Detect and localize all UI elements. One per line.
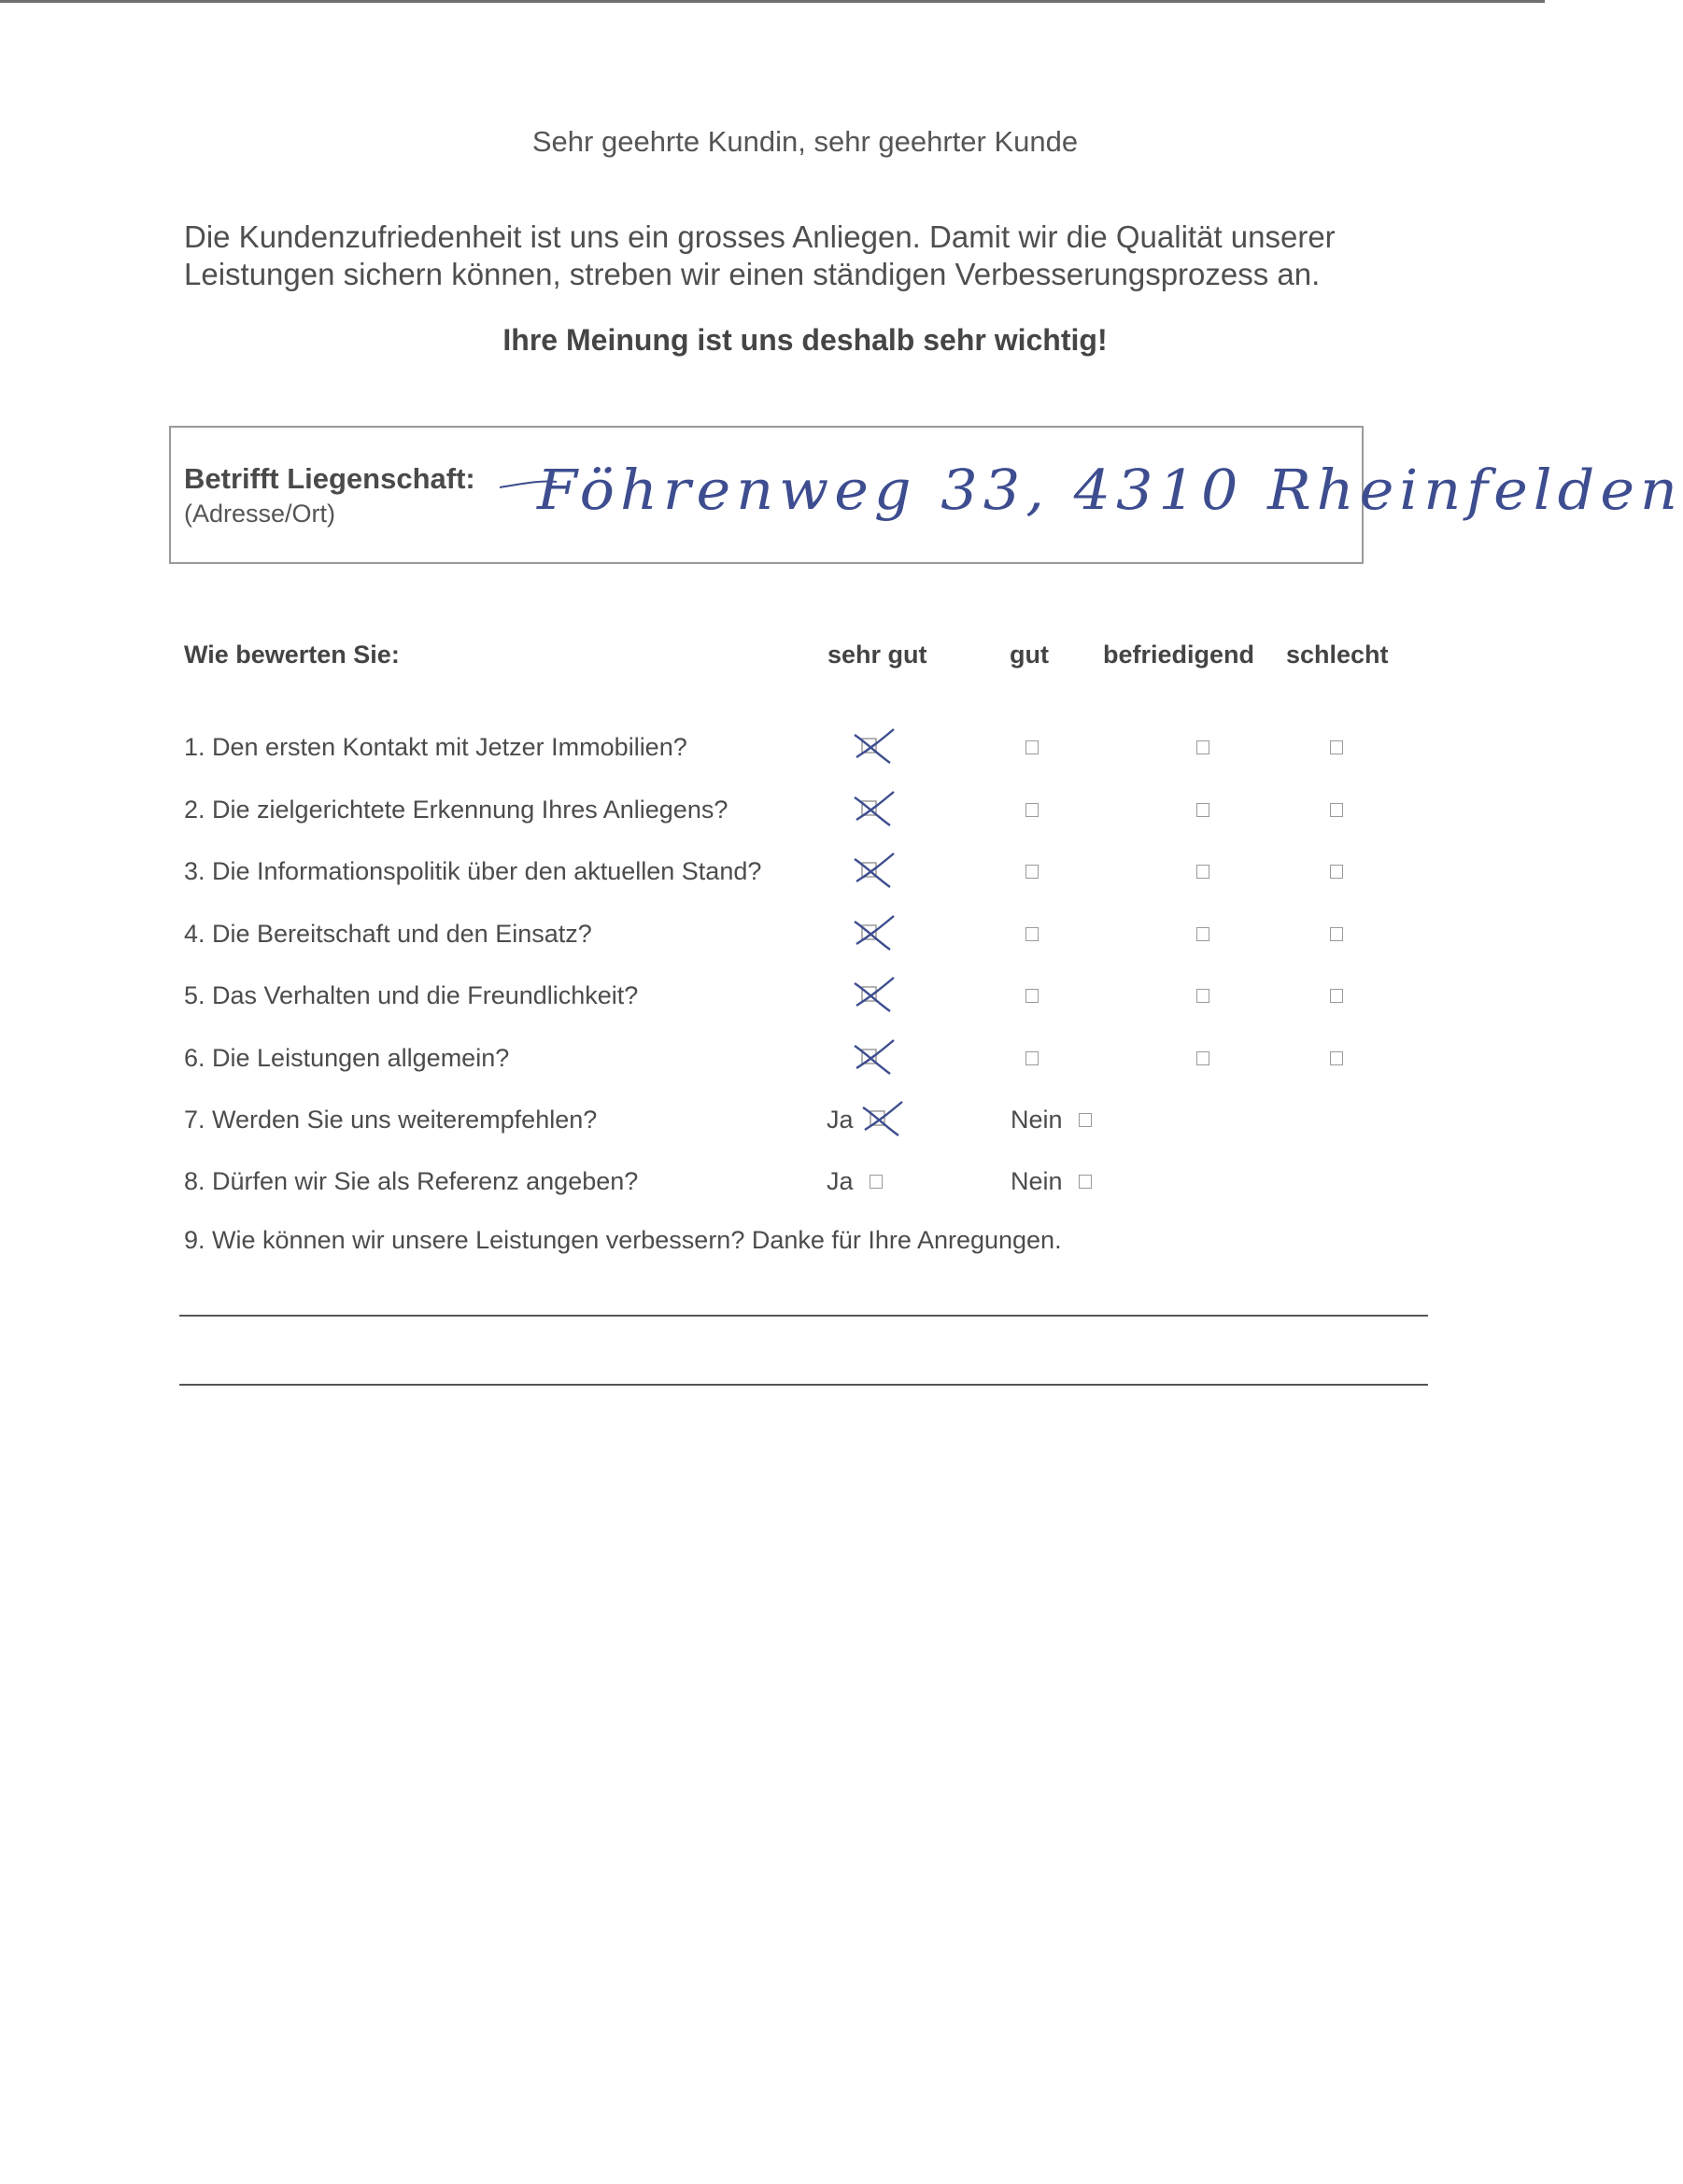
checkbox-gut[interactable] [1025, 989, 1039, 1003]
yes-label: Ja [827, 1167, 854, 1195]
improvement-question: 9. Wie können wir unsere Leistungen verbessern? Danke für Ihre Anregungen. [184, 1226, 1062, 1254]
column-header-sehr-gut: sehr gut [827, 641, 927, 669]
checkbox-sehr-gut-checked[interactable] [849, 1036, 901, 1078]
checkbox-sehr-gut-checked[interactable] [849, 974, 901, 1015]
checkbox-schlecht[interactable] [1330, 740, 1343, 754]
yes-no-question: 8. Dürfen wir Sie als Referenz angeben? [184, 1167, 639, 1195]
rating-question: 1. Den ersten Kontakt mit Jetzer Immobilien? [184, 733, 687, 761]
checkbox-gut[interactable] [1025, 740, 1039, 754]
answer-line[interactable] [179, 1384, 1428, 1386]
property-address-input[interactable]: Föhrenweg 33, 4310 Rheinfelden [537, 457, 1683, 523]
checkbox-befriedigend[interactable] [1196, 865, 1209, 879]
yes-no-question: 7. Werden Sie uns weiterempfehlen? [184, 1106, 598, 1134]
checkbox-schlecht[interactable] [1330, 865, 1343, 879]
rating-question: 3. Die Informationspolitik über den aktuellen Stand? [184, 857, 762, 885]
checkbox-befriedigend[interactable] [1196, 989, 1209, 1003]
rating-question: 6. Die Leistungen allgemein? [184, 1043, 510, 1072]
checkbox-yes[interactable] [870, 1175, 883, 1189]
rating-question: 2. Die zielgerichtete Erkennung Ihres Anliegens? [184, 795, 728, 824]
checkbox-gut[interactable] [1025, 803, 1039, 817]
intro-line: Die Kundenzufriedenheit ist uns ein grosses Anliegen. Damit wir die Qualität unserer [184, 219, 1336, 254]
column-header-gut: gut [1010, 641, 1049, 669]
intro-paragraph [184, 218, 1398, 293]
checkbox-schlecht[interactable] [1330, 927, 1343, 941]
no-label: Nein [1011, 1106, 1063, 1134]
checkbox-gut[interactable] [1025, 1051, 1039, 1065]
checkbox-no[interactable] [1079, 1113, 1092, 1127]
checkbox-befriedigend[interactable] [1196, 803, 1209, 817]
rating-question: 4. Die Bereitschaft und den Einsatz? [184, 919, 592, 948]
checkbox-sehr-gut-checked[interactable] [849, 850, 901, 891]
checkbox-schlecht[interactable] [1330, 989, 1343, 1003]
scan-edge [0, 0, 1545, 3]
emphasis-text: Ihre Meinung ist uns deshalb sehr wichtig! [502, 323, 1108, 357]
checkbox-sehr-gut-checked[interactable] [849, 726, 901, 767]
checkbox-befriedigend[interactable] [1196, 740, 1209, 754]
checkbox-sehr-gut-checked[interactable] [849, 788, 901, 829]
intro-line: Leistungen sichern können, streben wir einen ständigen Verbesserungsprozess an. [184, 257, 1321, 291]
checkbox-schlecht[interactable] [1330, 803, 1343, 817]
checkbox-no[interactable] [1079, 1175, 1092, 1189]
checkbox-yes-checked[interactable] [857, 1098, 910, 1139]
checkbox-befriedigend[interactable] [1196, 927, 1209, 941]
column-header-schlecht: schlecht [1286, 641, 1389, 669]
checkbox-schlecht[interactable] [1330, 1051, 1343, 1065]
yes-label: Ja [827, 1106, 854, 1134]
property-sublabel: (Adresse/Ort) [184, 500, 336, 528]
no-label: Nein [1011, 1167, 1063, 1195]
answer-line[interactable] [179, 1315, 1428, 1317]
property-label: Betrifft Liegenschaft: [184, 462, 475, 495]
rating-heading: Wie bewerten Sie: [184, 641, 400, 669]
checkbox-gut[interactable] [1025, 927, 1039, 941]
rating-question: 5. Das Verhalten und die Freundlichkeit? [184, 981, 639, 1009]
column-header-befriedigend: befriedigend [1103, 641, 1255, 669]
checkbox-befriedigend[interactable] [1196, 1051, 1209, 1065]
checkbox-gut[interactable] [1025, 865, 1039, 879]
greeting: Sehr geehrte Kundin, sehr geehrter Kunde [531, 125, 1079, 158]
checkbox-sehr-gut-checked[interactable] [849, 912, 901, 953]
